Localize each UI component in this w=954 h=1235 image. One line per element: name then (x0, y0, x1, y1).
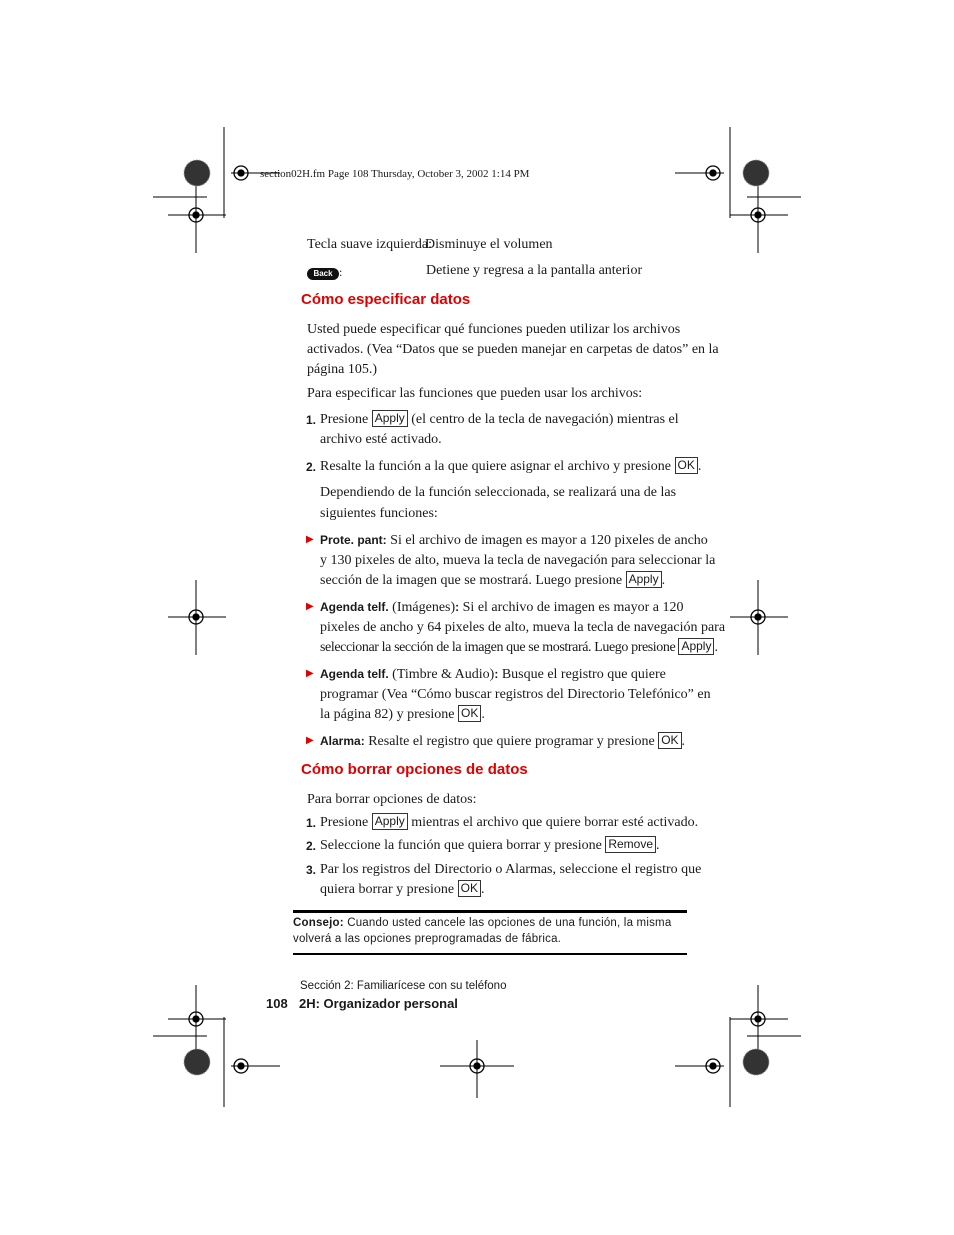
ok-key: OK (458, 880, 481, 897)
step-1: Presione Apply mientras el archivo que quiere borrar esté activado. (320, 814, 699, 830)
bullet-arrow-icon: ▶ (306, 735, 314, 746)
step-number: 1. (306, 816, 317, 830)
step-number: 3. (306, 863, 317, 877)
file-stamp: section02H.fm Page 108 Thursday, October 3, 2002 1:14 PM (260, 168, 530, 180)
section-heading: Cómo borrar opciones de datos (301, 761, 528, 778)
remove-key: Remove (605, 836, 656, 853)
row-back-desc: Detiene y regresa a la pantalla anterior (426, 263, 643, 278)
row-soft-key-desc: Disminuye el volumen (425, 237, 553, 252)
step-2-note: Dependiendo de la función seleccionada, se realizará una de las siguientes funciones: (320, 485, 677, 521)
lead-text: Para especificar las funciones que pueden usar los archivos: (307, 386, 643, 401)
intro-paragraph: Usted puede especificar qué funciones pueden utilizar los archivos activados. (Vea “Datos que se pueden manejar en carpetas de datos” en la página 105.) (307, 322, 719, 377)
step-1: Presione Apply (el centro de la tecla de navegación) mientras el archivo esté activado. (320, 411, 679, 447)
apply-key: Apply (626, 571, 662, 588)
footer-section: Sección 2: Familiarícese con su teléfono (300, 980, 507, 992)
tip-bottom-rule (293, 953, 687, 955)
step-2: Resalte la función a la que quiere asignar el archivo y presione OK . (320, 458, 702, 474)
apply-key: Apply (372, 813, 408, 830)
lead-text: Para borrar opciones de datos: (307, 792, 477, 807)
page-number: 108 (266, 996, 288, 1011)
bullet-alarma: Alarma: Resalte el registro que quiere programar y presione OK . (320, 733, 686, 749)
ok-key: OK (675, 457, 698, 474)
footer-chapter: 2H: Organizador personal (299, 996, 458, 1011)
bullet-agenda-timbre: Agenda telf. (Timbre & Audio): Busque el registro que quiere programar (Vea “Cómo buscar registros del Directorio Telefónico” en la página 82) y presione OK . (320, 667, 711, 722)
row-soft-key-label: Tecla suave izquierda: (307, 237, 432, 252)
step-number: 2. (306, 460, 317, 474)
tip-box: Consejo: Cuando usted cancele las opciones de una función, la misma volverá a las opciones preprogramadas de fábrica. (293, 917, 672, 945)
bullet-arrow-icon: ▶ (306, 601, 314, 612)
apply-key: Apply (372, 410, 408, 427)
apply-key: Apply (678, 638, 714, 655)
bullet-arrow-icon: ▶ (306, 668, 314, 679)
step-number: 2. (306, 839, 317, 853)
section-heading: Cómo especificar datos (301, 291, 471, 308)
step-number: 1. (306, 413, 317, 427)
ok-key: OK (658, 732, 681, 749)
step-3: Par los registros del Directorio o Alarmas, seleccione el registro que quiera borrar y presione OK . (320, 862, 702, 897)
bullet-arrow-icon: ▶ (306, 534, 314, 545)
bullet-prote-pant: Prote. pant: Si el archivo de imagen es mayor a 120 pixeles de ancho y 130 pixeles de alto, mueva la tecla de navegación para seleccionar la sección de la imagen que se mostrará. Luego presione Apply . (320, 533, 716, 588)
back-key-icon: Back : (307, 263, 342, 281)
tip-top-rule (293, 910, 687, 913)
bullet-agenda-imagenes: Agenda telf. (Imágenes): Si el archivo de imagen es mayor a 120 pixeles de ancho y 64 pixeles de alto, mueva la tecla de navegación para seleccionar la sección de la imagen que se mostrará. Luego presione Apply . (320, 600, 726, 655)
step-2: Seleccione la función que quiera borrar y presione Remove . (320, 837, 660, 853)
ok-key: OK (458, 705, 481, 722)
